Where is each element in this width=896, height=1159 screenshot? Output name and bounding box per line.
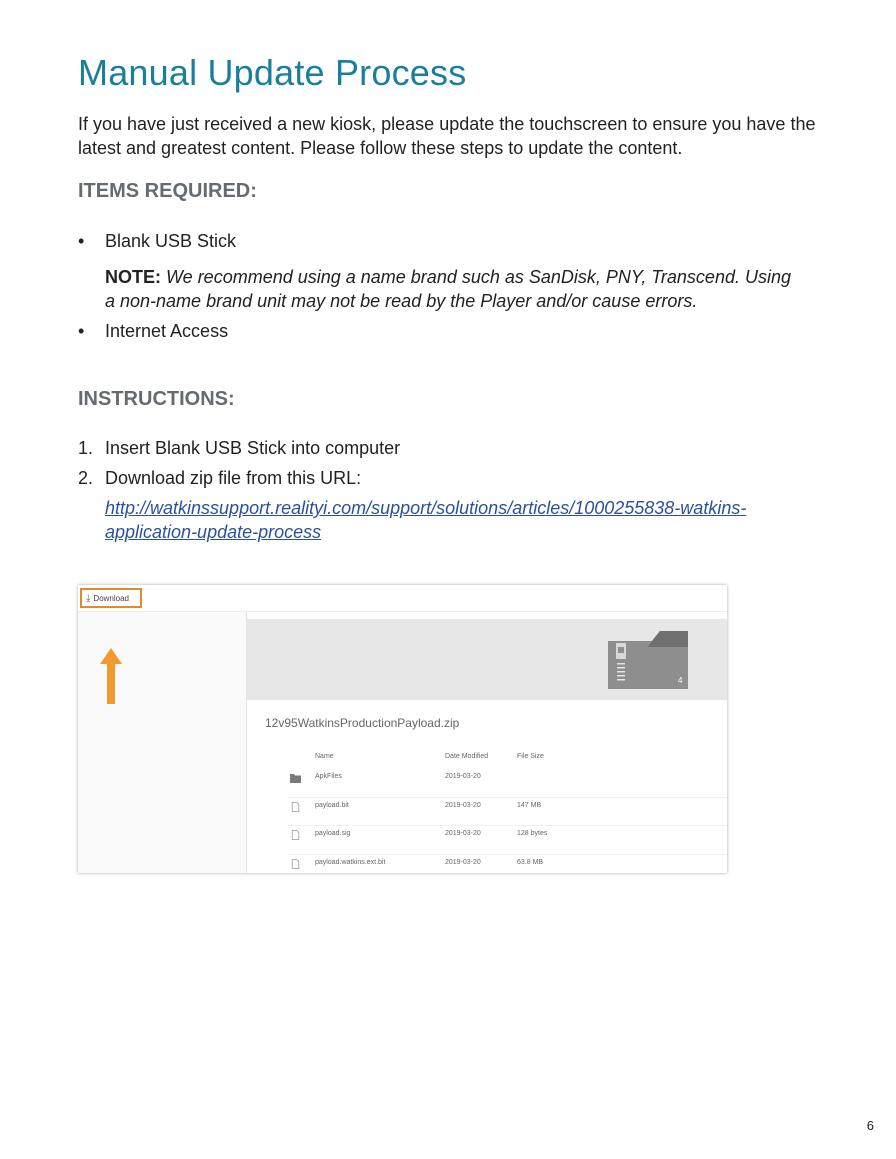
file-name: payload.sig	[315, 830, 351, 837]
table-row[interactable]	[287, 826, 727, 855]
list-item-usb-stick	[78, 229, 236, 253]
screenshot-left-pane	[78, 612, 247, 873]
step-2	[78, 466, 361, 490]
bullet-mark: •	[78, 321, 85, 341]
zip-archive-icon	[608, 631, 688, 689]
file-date: 2019-03-20	[445, 801, 481, 809]
step-number: 1.	[78, 438, 94, 458]
table-row[interactable]	[287, 798, 727, 827]
download-button-label: Download	[93, 593, 129, 603]
table-row[interactable]	[287, 769, 727, 798]
column-header-date: Date Modified	[445, 753, 489, 760]
orange-up-arrow-icon	[100, 648, 122, 704]
file-name: payload.bit	[315, 801, 349, 809]
download-button[interactable]	[80, 588, 142, 608]
note-label: NOTE:	[105, 267, 161, 287]
items-required-heading: ITEMS REQUIRED:	[78, 180, 257, 202]
note-block	[105, 265, 805, 313]
zip-file-name: 12v95WatkinsProductionPayload.zip	[265, 716, 460, 730]
file-table-header	[287, 749, 727, 769]
bullet-mark: •	[78, 231, 85, 251]
list-item-internet-access	[78, 319, 228, 343]
file-size: 63.8 MB	[517, 858, 544, 866]
file-size: 128 bytes	[517, 830, 548, 837]
file-size: 147 MB	[517, 801, 542, 809]
step-1	[78, 436, 400, 460]
column-header-size: File Size	[517, 753, 544, 760]
zip-banner	[247, 619, 727, 700]
file-date: 2019-03-20	[445, 773, 481, 780]
download-url-link[interactable]: http://watkinssupport.realityi.com/support/solutions/articles/1000255838-watkins-application-update-process	[105, 498, 747, 542]
instructions-heading: INSTRUCTIONS:	[78, 388, 235, 410]
page-title: Manual Update Process	[78, 52, 467, 93]
download-arrow-icon: ⤓	[86, 592, 91, 604]
file-date: 2019-03-20	[445, 858, 481, 866]
file-icon	[290, 802, 301, 812]
step-number: 2.	[78, 468, 94, 488]
file-table	[287, 749, 727, 873]
screenshot-toolbar	[78, 585, 727, 612]
download-screenshot-figure	[78, 585, 727, 873]
column-header-name: Name	[315, 753, 334, 760]
file-name: ApkFiles	[315, 773, 342, 780]
note-text: We recommend using a name brand such as SanDisk, PNY, Transcend. Using a non-name brand unit may not be read by the Player and/or cause errors.	[105, 267, 791, 311]
list-item-text: Blank USB Stick	[105, 231, 237, 251]
file-name: payload.watkins.ext.bit	[315, 858, 386, 866]
zip-badge-number: 4	[678, 676, 683, 685]
file-date: 2019-03-20	[445, 830, 481, 837]
table-row[interactable]	[287, 855, 727, 874]
file-icon	[290, 830, 301, 840]
intro-paragraph: If you have just received a new kiosk, please update the touchscreen to ensure you have the latest and greatest content. Please follow these steps to update the content.	[78, 114, 816, 158]
screenshot-main-pane	[247, 619, 727, 873]
folder-icon	[290, 773, 301, 783]
file-icon	[290, 859, 301, 869]
step-text: Insert Blank USB Stick into computer	[105, 438, 401, 458]
page-number: 6	[866, 1118, 874, 1133]
list-item-text: Internet Access	[105, 321, 229, 341]
step-text: Download zip file from this URL:	[105, 468, 362, 488]
